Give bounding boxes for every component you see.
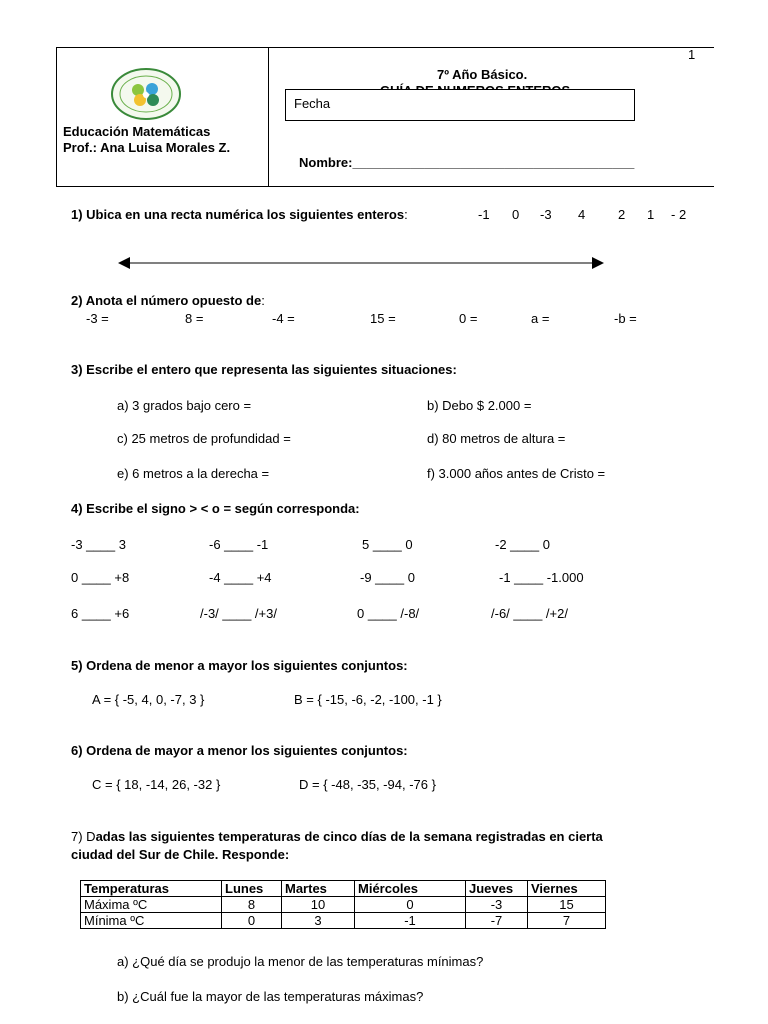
table-cell: 15 — [528, 897, 606, 913]
q3-item-d: d) 80 metros de altura = — [427, 431, 566, 446]
q1-num-4: 2 — [618, 207, 626, 222]
q2-title-row — [71, 293, 265, 308]
q1-num-6: - 2 — [671, 207, 687, 222]
table-header: Temperaturas — [81, 881, 222, 897]
q2-item-0: -3 = — [86, 311, 109, 326]
q3-item-f: f) 3.000 años antes de Cristo = — [427, 466, 606, 481]
fecha-label: Fecha — [294, 96, 331, 111]
q4-r1-c0: 0 ____ +8 — [71, 570, 130, 585]
teacher-label: Prof.: Ana Luisa Morales Z. — [63, 140, 231, 155]
q1-title: 1) Ubica en una recta numérica los siguientes enteros — [71, 207, 405, 222]
q7-title-rest: adas las siguientes temperaturas de cinco días de la semana registradas en cierta — [95, 829, 603, 844]
table-cell: 3 — [282, 913, 355, 929]
q4-r0-c3: -2 ____ 0 — [495, 537, 550, 552]
subject-label: Educación Matemáticas — [63, 124, 211, 139]
q3-title: 3) Escribe el entero que representa las siguientes situaciones: — [71, 362, 457, 377]
q5-set-a: A = { -5, 4, 0, -7, 3 } — [92, 692, 205, 707]
q3-item-c: c) 25 metros de profundidad = — [117, 431, 291, 446]
q4-r1-c1: -4 ____ +4 — [209, 570, 272, 585]
nombre-field[interactable]: Nombre:_______________________________________ — [299, 155, 635, 170]
q3-item-e: e) 6 metros a la derecha = — [117, 466, 270, 481]
number-line-arrow — [116, 255, 606, 271]
q6-title: 6) Ordena de mayor a menor los siguientes conjuntos: — [71, 743, 408, 758]
q1-num-1: 0 — [512, 207, 520, 222]
q2-item-5: a = — [531, 311, 550, 326]
table-header: Viernes — [528, 881, 606, 897]
q2-item-4: 0 = — [459, 311, 478, 326]
q5-title: 5) Ordena de menor a mayor los siguientes conjuntos: — [71, 658, 408, 673]
temperature-table — [80, 880, 606, 929]
table-header: Lunes — [222, 881, 282, 897]
page-number: 1 — [688, 47, 696, 62]
q6-set-d: D = { -48, -35, -94, -76 } — [299, 777, 436, 792]
q7-title-prefix: 7) D — [71, 829, 96, 844]
q4-r0-c1: -6 ____ -1 — [209, 537, 269, 552]
q4-r1-c3: -1 ____ -1.000 — [499, 570, 584, 585]
q7-title-line1 — [71, 829, 603, 844]
table-header-row — [81, 881, 606, 897]
q5-set-b: B = { -15, -6, -2, -100, -1 } — [294, 692, 442, 707]
q4-r0-c2: 5 ____ 0 — [362, 537, 413, 552]
table-row — [81, 913, 606, 929]
q7-question-b: b) ¿Cuál fue la mayor de las temperaturas máximas? — [117, 989, 424, 1004]
q3-item-a: a) 3 grados bajo cero = — [117, 398, 252, 413]
q2-colon: : — [261, 293, 265, 308]
table-header: Jueves — [466, 881, 528, 897]
q2-item-1: 8 = — [185, 311, 204, 326]
q6-set-c: C = { 18, -14, 26, -32 } — [92, 777, 221, 792]
q4-r2-c2: 0 ____ /-8/ — [357, 606, 420, 621]
fecha-field[interactable] — [285, 89, 635, 121]
grade-label: 7º Año Básico. — [437, 67, 528, 82]
table-cell: 8 — [222, 897, 282, 913]
q4-r1-c2: -9 ____ 0 — [360, 570, 415, 585]
table-cell: 7 — [528, 913, 606, 929]
table-header: Martes — [282, 881, 355, 897]
q3-item-b: b) Debo $ 2.000 = — [427, 398, 532, 413]
q7-title-line2: ciudad del Sur de Chile. Responde: — [71, 847, 290, 862]
table-cell: -7 — [466, 913, 528, 929]
q4-r0-c0: -3 ____ 3 — [71, 537, 126, 552]
table-cell: -3 — [466, 897, 528, 913]
q1-num-3: 4 — [578, 207, 586, 222]
q4-r2-c0: 6 ____ +6 — [71, 606, 130, 621]
q7-question-a: a) ¿Qué día se produjo la menor de las temperaturas mínimas? — [117, 954, 484, 969]
school-logo-icon — [110, 68, 182, 120]
q4-r2-c1: /-3/ ____ /+3/ — [200, 606, 277, 621]
q1-colon: : — [404, 207, 408, 222]
q1-num-0: -1 — [478, 207, 490, 222]
q2-item-3: 15 = — [370, 311, 396, 326]
header-bottom-line — [56, 186, 714, 187]
q2-title: 2) Anota el número opuesto de — [71, 293, 262, 308]
table-row — [81, 897, 606, 913]
table-cell: Máxima ºC — [81, 897, 222, 913]
q2-item-6: -b = — [614, 311, 637, 326]
q2-item-2: -4 = — [272, 311, 295, 326]
table-cell: 10 — [282, 897, 355, 913]
table-cell: Mínima ºC — [81, 913, 222, 929]
q1-num-5: 1 — [647, 207, 655, 222]
q1-title-row — [71, 207, 408, 222]
table-header: Miércoles — [355, 881, 466, 897]
table-cell: 0 — [222, 913, 282, 929]
header-divider — [268, 47, 269, 187]
q4-r2-c3: /-6/ ____ /+2/ — [491, 606, 568, 621]
table-cell: -1 — [355, 913, 466, 929]
table-cell: 0 — [355, 897, 466, 913]
q1-num-2: -3 — [540, 207, 552, 222]
q4-title: 4) Escribe el signo > < o = según corresponda: — [71, 501, 360, 516]
